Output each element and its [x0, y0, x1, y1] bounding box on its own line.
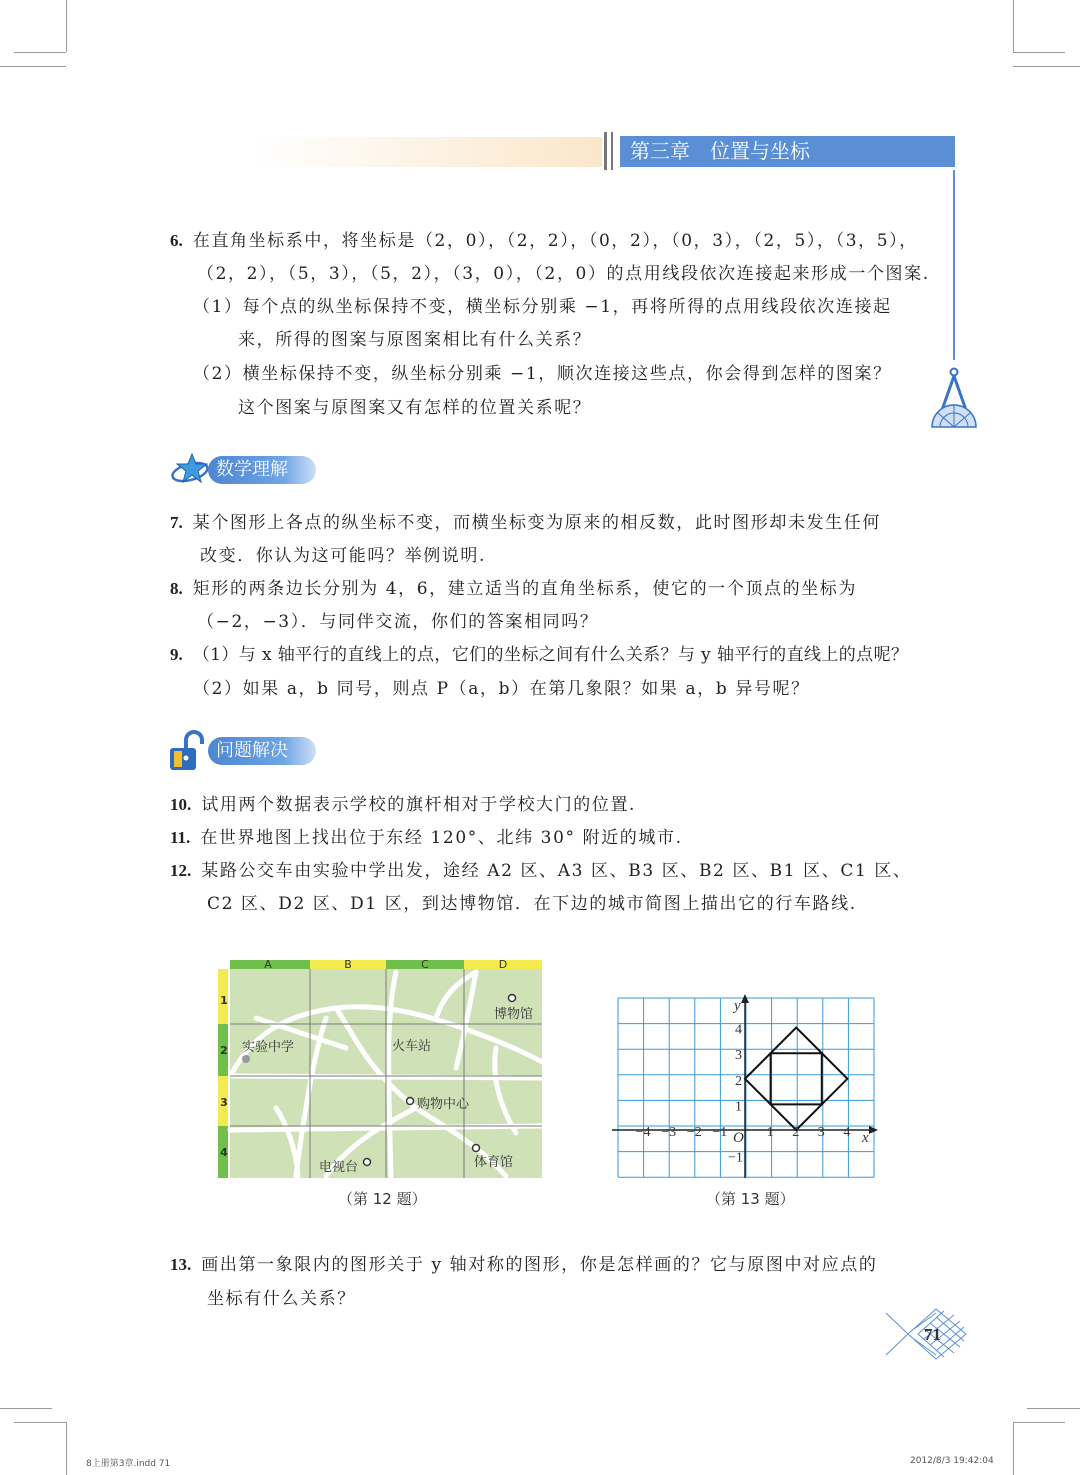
x-tick-label: 2	[792, 1125, 800, 1140]
q6-part2-line2: 这个图案与原图案又有怎样的位置关系呢？	[238, 398, 592, 418]
q12-line1	[170, 856, 912, 881]
q6-line2: （2，2），（5，3），（5，2），（3，0），（2，0）的点用线段依次连接起来形成一个图案.	[197, 264, 930, 284]
map-row-2: 2	[220, 1044, 228, 1057]
q8-number: 8.	[170, 579, 183, 598]
school-label: 实验中学	[242, 1040, 295, 1055]
q9-line1	[170, 640, 908, 665]
map-row-4: 4	[220, 1146, 228, 1159]
y-axis-label: y	[734, 998, 741, 1014]
q7-number: 7.	[170, 513, 183, 532]
q11-number: 11.	[170, 828, 191, 847]
diamond-shape	[745, 1028, 847, 1130]
museum-label: 博物馆	[494, 1007, 534, 1022]
x-tick-label: 1	[766, 1125, 774, 1140]
header-divider	[604, 132, 607, 170]
crop-mark	[0, 66, 66, 67]
tv-label: 电视台	[319, 1160, 359, 1175]
gym-marker	[473, 1145, 480, 1152]
crop-mark	[1013, 1422, 1065, 1423]
y-tick-label: 1	[735, 1099, 742, 1115]
crop-mark	[66, 1422, 67, 1475]
gym-label: 体育馆	[474, 1155, 514, 1170]
q6-part1-line1: （1）每个点的纵坐标保持不变，横坐标分别乘 −1，再将所得的点用线段依次连接起	[193, 297, 892, 317]
x-tick-label: −1	[712, 1125, 728, 1140]
q10-line1	[170, 790, 636, 815]
page-number: 71	[924, 1325, 941, 1344]
section-math-understanding	[170, 452, 330, 486]
coordinate-grid	[610, 988, 882, 1182]
q7-line2: 改变．你认为这可能吗？举例说明.	[200, 546, 487, 566]
section-label: 问题解决	[208, 737, 316, 765]
map-row-1: 1	[220, 994, 228, 1007]
q8-line2: （−2，−3）．与同伴交流，你们的答案相同吗？	[197, 612, 599, 632]
q13-line2: 坐标有什么关系？	[207, 1289, 356, 1309]
crop-mark	[1027, 1408, 1080, 1409]
section-problem-solving	[166, 733, 326, 767]
crop-mark	[0, 1408, 52, 1409]
section-label: 数学理解	[208, 456, 316, 484]
crop-mark	[1013, 1422, 1014, 1475]
q7-line1	[170, 508, 881, 533]
q6-part2-line1: （2）横坐标保持不变，纵坐标分别乘 −1，顺次连接这些点，你会得到怎样的图案？	[193, 364, 892, 384]
q7-text: 某个图形上各点的纵坐标不变，而横坐标变为原来的相反数，此时图形却未发生任何	[192, 513, 881, 533]
q13-line1	[170, 1250, 877, 1275]
y-tick-label: 4	[735, 1022, 742, 1038]
x-tick-label: −3	[661, 1125, 677, 1140]
lock-icon	[166, 729, 210, 771]
q9-number: 9.	[170, 645, 183, 664]
map-caption: （第 12 题）	[338, 1190, 427, 1208]
q8-text: 矩形的两条边长分别为 4，6，建立适当的直角坐标系，使它的一个顶点的坐标为	[192, 579, 857, 599]
map-col-b: B	[344, 958, 352, 971]
q12-number: 12.	[170, 861, 192, 880]
footer-file: 8上册第3章.indd 71	[86, 1459, 171, 1469]
school-marker	[242, 1055, 250, 1063]
q12-line2: C2 区、D2 区、D1 区，到达博物馆．在下边的城市简图上描出它的行车路线.	[207, 894, 857, 914]
q10-number: 10.	[170, 795, 192, 814]
map-col-d: D	[498, 958, 508, 971]
crop-mark	[1013, 66, 1080, 67]
crop-mark	[1013, 52, 1065, 53]
chapter-title: 位置与坐标	[710, 139, 810, 163]
q13-text: 画出第一象限内的图形关于 y 轴对称的图形，你是怎样画的？它与原图中对应点的	[201, 1255, 878, 1275]
x-tick-label: 4	[843, 1125, 851, 1140]
map-col-a: A	[264, 958, 272, 971]
side-rule	[953, 170, 955, 360]
q6-line1	[170, 226, 918, 251]
crop-mark	[1013, 0, 1014, 52]
crop-mark	[14, 52, 66, 53]
chapter-header	[620, 136, 955, 167]
museum-marker	[509, 995, 516, 1002]
x-tick-label: −4	[635, 1125, 651, 1140]
mall-label: 购物中心	[417, 1097, 470, 1112]
inner-square-shape	[771, 1053, 822, 1104]
crop-mark	[14, 1422, 66, 1423]
q11-line1	[170, 823, 683, 848]
q9-line2: （2）如果 a，b 同号，则点 P（a，b）在第几象限？如果 a，b 异号呢？	[193, 679, 810, 699]
map-col-c: C	[421, 958, 429, 971]
station-label: 火车站	[392, 1039, 432, 1054]
y-tick-label: 2	[735, 1073, 742, 1089]
q8-line1	[170, 574, 857, 599]
q6-part1-line2: 来，所得的图案与原图案相比有什么关系？	[238, 330, 592, 350]
q13-number: 13.	[170, 1255, 192, 1274]
header-divider	[611, 132, 613, 170]
q10-text: 试用两个数据表示学校的旗杆相对于学校大门的位置.	[201, 795, 637, 815]
tv-marker	[364, 1159, 371, 1166]
y-tick-label: −1	[728, 1150, 743, 1166]
mall-marker	[407, 1098, 414, 1105]
x-tick-label: −2	[686, 1125, 702, 1140]
footer-timestamp: 2012/8/3 19:42:04	[910, 1456, 994, 1466]
city-map	[216, 958, 546, 1182]
q11-text: 在世界地图上找出位于东经 120°、北纬 30° 附近的城市.	[200, 828, 683, 848]
chapter-number: 第三章	[630, 139, 690, 163]
q6-number: 6.	[170, 231, 183, 250]
map-row-3: 3	[220, 1096, 228, 1109]
grid-caption: （第 13 题）	[706, 1190, 795, 1208]
q6-text: 在直角坐标系中，将坐标是（2，0），（2，2），（0，2），（0，3），（2，5），（3，5），	[192, 231, 918, 251]
q12-text: 某路公交车由实验中学出发，途经 A2 区、A3 区、B3 区、B2 区、B1 区、C1 区、	[201, 861, 912, 881]
crop-mark	[66, 0, 67, 52]
x-tick-label: 3	[817, 1125, 825, 1140]
compass-icon	[928, 367, 980, 431]
x-axis-label: x	[862, 1130, 869, 1146]
y-tick-label: 3	[735, 1048, 742, 1064]
q9-text: （1）与 x 轴平行的直线上的点，它们的坐标之间有什么关系？与 y 轴平行的直线上的点呢？	[192, 645, 909, 665]
header-gradient	[250, 137, 602, 167]
origin-label: O	[733, 1130, 744, 1146]
